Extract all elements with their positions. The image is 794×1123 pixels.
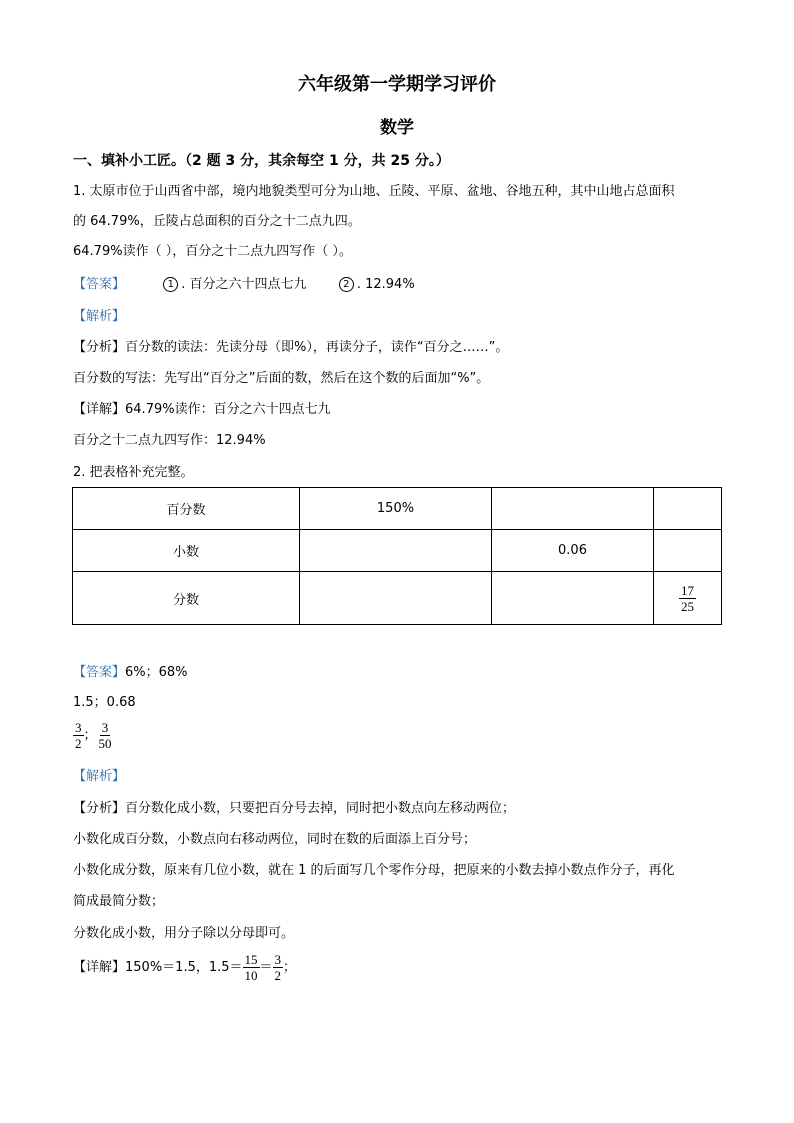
table-cell (654, 572, 722, 625)
table-cell: 150% (300, 488, 492, 530)
table-cell: 分数 (73, 572, 300, 625)
analysis-text: 百分数化成小数，只要把百分号去掉，同时把小数点向左移动两位； (125, 801, 516, 816)
q1-text-line3: 64.79%读作（ ），百分之十二点九四写作（ ）。 (73, 244, 352, 259)
answer-1: . 百分之六十四点七九 (181, 277, 307, 292)
table-cell: 百分数 (73, 488, 300, 530)
equals: ＝ (259, 960, 273, 975)
q1-text-line1: 1. 太原市位于山西省中部，境内地貌类型可分为山地、丘陵、平原、盆地、谷地五种，其中山地占总面积 (73, 184, 675, 199)
q2-answer-line2: 1.5；0.68 (73, 695, 136, 710)
q1-detail (73, 401, 331, 419)
analysis-text: 百分数的读法：先读分母（即%），再读分子，读作“百分之……”。 (125, 340, 509, 355)
section-heading: 一、填补小工匠。（2 题 3 分，其余每空 1 分，共 25 分。） (73, 153, 450, 169)
table-cell (654, 530, 722, 572)
q2-analysis-line4: 简成最简分数； (73, 894, 165, 909)
fraction: $\frac{3}{2}$ (274, 952, 282, 983)
fraction: $\frac{3}{50}$ (98, 720, 112, 751)
table-cell (300, 572, 492, 625)
q2-analysis-line5: 分数化成小数，用分子除以分母即可。 (73, 926, 295, 941)
detail-text: 150%＝1.5，1.5＝ (125, 960, 243, 975)
analysis-label: 【分析】 (73, 340, 126, 355)
table-cell: 0.06 (492, 530, 654, 572)
answer-2: . 12.94% (356, 277, 415, 292)
page-subtitle: 数学 (380, 118, 414, 138)
table-cell: 小数 (73, 530, 300, 572)
answer-tag: 【答案】 (73, 665, 126, 680)
fraction: $\frac{17}{25}$ (681, 582, 694, 614)
page-title: 六年级第一学期学习评价 (298, 74, 496, 95)
terminator: ； (283, 960, 297, 975)
q2-answer-fractions (73, 720, 114, 751)
detail-label: 【详解】 (73, 402, 126, 417)
q1-detail2: 百分之十二点九四写作：12.94% (73, 433, 266, 448)
q1-answer (73, 276, 415, 294)
q1-writing-rule: 百分数的写法：先写出“百分之”后面的数，然后在这个数的后面加“%”。 (73, 371, 490, 386)
conversion-table (72, 487, 722, 625)
q2-analysis-tag: 【解析】 (73, 769, 126, 784)
q1-analysis-tag: 【解析】 (73, 309, 126, 324)
table-cell (492, 572, 654, 625)
q1-analysis (73, 339, 508, 357)
answer-tag: 【答案】 (73, 277, 126, 292)
answer-number-2: 2 (339, 277, 354, 292)
q2-analysis-line2: 小数化成百分数，小数点向右移动两位，同时在数的后面添上百分号； (73, 832, 477, 847)
q1-text-line2: 的 64.79%，丘陵占总面积的百分之十二点九四。 (73, 214, 361, 229)
separator: ； (83, 728, 97, 743)
detail-label: 【详解】 (73, 960, 126, 975)
table-row (73, 488, 722, 530)
answer-number-1: 1 (163, 277, 178, 292)
q2-analysis-line3: 小数化成分数，原来有几位小数，就在 1 的后面写几个零作分母，把原来的小数去掉小数点作分子，再化 (73, 863, 675, 878)
q2-detail (73, 952, 296, 983)
table-cell (492, 488, 654, 530)
table-cell (654, 488, 722, 530)
fraction: $\frac{15}{10}$ (244, 952, 258, 983)
detail-text: 64.79%读作：百分之六十四点七九 (125, 402, 331, 417)
analysis-label: 【分析】 (73, 801, 126, 816)
fraction: $\frac{3}{2}$ (75, 720, 82, 751)
table-row (73, 572, 722, 625)
q2-answer (73, 664, 188, 682)
answer-line1: 6%；68% (125, 665, 188, 680)
q2-text: 2. 把表格补充完整。 (73, 465, 194, 480)
q2-analysis-line1 (73, 800, 515, 818)
table-cell (300, 530, 492, 572)
table-row (73, 530, 722, 572)
